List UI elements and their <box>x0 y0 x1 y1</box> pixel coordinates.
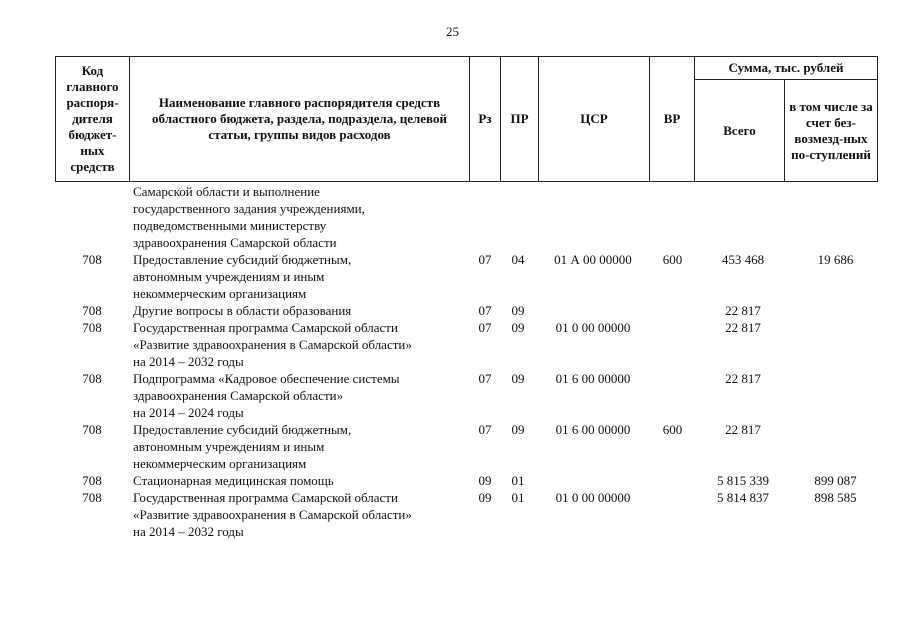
header-total: Всего <box>723 122 756 138</box>
cell-csr: 01 0 00 00000 <box>555 490 631 505</box>
cell-rz: 07 <box>478 422 492 437</box>
cell-name <box>133 421 473 472</box>
cell-csr: 01 А 00 00000 <box>554 252 632 267</box>
table-row <box>55 183 878 251</box>
cell-pr: 04 <box>511 252 525 267</box>
header-vr: ВР <box>663 111 681 126</box>
cell-pr: 09 <box>511 371 525 386</box>
cell-total: 5 815 339 <box>717 473 769 488</box>
table-row <box>55 370 878 421</box>
name-line: Государственная программа Самарской области <box>133 320 398 335</box>
table-row <box>55 421 878 472</box>
cell-code: 708 <box>82 473 102 488</box>
cell-vr: 600 <box>662 252 683 267</box>
cell-total: 22 817 <box>725 320 761 335</box>
cell-rz: 07 <box>478 252 492 267</box>
cell-pr: 09 <box>511 303 525 318</box>
name-line: здравоохранения Самарской области» <box>133 388 344 403</box>
cell-rz: 07 <box>478 303 492 318</box>
cell-csr: 01 6 00 00000 <box>555 371 631 386</box>
cell-rz: 07 <box>478 371 492 386</box>
name-line: автономным учреждениям и иным <box>133 269 325 284</box>
name-line: Предоставление субсидий бюджетным, <box>133 252 352 267</box>
cell-name <box>133 319 473 370</box>
cell-pr: 01 <box>511 490 525 505</box>
cell-pr: 09 <box>511 320 525 335</box>
name-line: Другие вопросы в области образования <box>133 303 352 318</box>
name-line: на 2014 – 2032 годы <box>133 524 244 539</box>
cell-code: 708 <box>82 422 102 437</box>
cell-gratis: 898 585 <box>814 490 857 505</box>
cell-pr: 09 <box>511 422 525 437</box>
header-pr: ПР <box>510 111 529 126</box>
name-line: некоммерческим организациям <box>133 456 307 471</box>
cell-name <box>133 302 473 319</box>
cell-name <box>133 472 473 489</box>
name-line: «Развитие здравоохранения в Самарской области» <box>133 507 412 522</box>
name-line: Государственная программа Самарской области <box>133 490 398 505</box>
cell-code: 708 <box>82 490 102 505</box>
name-line: Подпрограмма «Кадровое обеспечение системы <box>133 371 400 386</box>
cell-name <box>133 489 473 540</box>
name-line: Стационарная медицинская помощь <box>133 473 334 488</box>
cell-rz: 09 <box>478 490 492 505</box>
name-line: Предоставление субсидий бюджетным, <box>133 422 352 437</box>
cell-vr: 600 <box>662 422 683 437</box>
cell-rz: 09 <box>478 473 492 488</box>
table-row <box>55 472 878 489</box>
cell-name <box>133 183 473 251</box>
name-line: подведомственными министерству <box>133 218 327 233</box>
table-row <box>55 489 878 540</box>
cell-total: 22 817 <box>725 422 761 437</box>
cell-code: 708 <box>82 371 102 386</box>
header-name: Наименование главного распорядителя средств областного бюджета, раздела, подраздела, целевой статьи, группы видов расходов <box>152 95 447 142</box>
name-line: на 2014 – 2024 годы <box>133 405 244 420</box>
name-line: Самарской области и выполнение <box>133 184 320 199</box>
cell-code: 708 <box>82 320 102 335</box>
cell-name <box>133 251 473 302</box>
cell-code: 708 <box>82 252 102 267</box>
cell-csr: 01 6 00 00000 <box>555 422 631 437</box>
cell-total: 453 468 <box>721 252 765 267</box>
cell-total: 22 817 <box>725 303 761 318</box>
cell-code: 708 <box>82 303 102 318</box>
name-line: автономным учреждениям и иным <box>133 439 325 454</box>
name-line: некоммерческим организациям <box>133 286 307 301</box>
page-number: 25 <box>446 24 459 39</box>
table-header <box>55 56 878 182</box>
name-line: здравоохранения Самарской области <box>133 235 337 250</box>
header-sum: Сумма, тыс. рублей <box>728 60 844 75</box>
cell-csr: 01 0 00 00000 <box>555 320 631 335</box>
header-gratis: в том числе за счет без-возмезд-ных по-ступлений <box>789 98 873 162</box>
table-row <box>55 302 878 319</box>
header-csr: ЦСР <box>580 111 608 126</box>
table-row <box>55 251 878 302</box>
cell-pr: 01 <box>511 473 525 488</box>
name-line: на 2014 – 2032 годы <box>133 354 244 369</box>
name-line: «Развитие здравоохранения в Самарской области» <box>133 337 412 352</box>
table-row <box>55 319 878 370</box>
cell-rz: 07 <box>478 320 492 335</box>
header-rz: Рз <box>478 111 492 126</box>
name-line: государственного задания учреждениями, <box>133 201 365 216</box>
header-code: Код главного распоря-дителя бюджет-ных средств <box>66 63 119 174</box>
cell-total: 5 814 837 <box>717 490 769 505</box>
cell-gratis: 899 087 <box>814 473 857 488</box>
cell-total: 22 817 <box>725 371 761 386</box>
cell-name <box>133 370 473 421</box>
cell-gratis: 19 686 <box>817 252 854 267</box>
